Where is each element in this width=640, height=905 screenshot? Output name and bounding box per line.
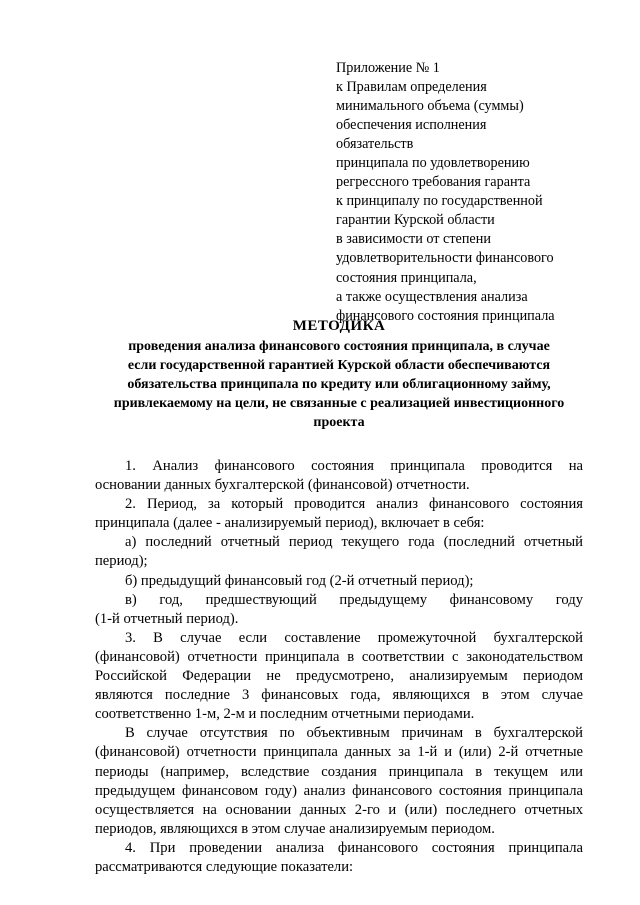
body-line: 2. Период, за который проводится анализ финансового состояния xyxy=(125,496,583,513)
appendix-line: гарантии Курской области xyxy=(336,212,495,229)
subtitle-line: проекта xyxy=(313,415,365,430)
body-line: В случае отсутствия по объективным причинам в бухгалтерской xyxy=(125,725,583,742)
appendix-line: Приложение № 1 xyxy=(336,60,440,76)
appendix-line: в зависимости от степени xyxy=(336,231,491,248)
subtitle-line: если государственной гарантией Курской области обеспечиваются xyxy=(127,358,551,373)
body-line: 1. Анализ финансового состояния принципала проводится на xyxy=(125,458,583,474)
body-line: а) последний отчетный период текущего года (последний отчетный xyxy=(125,534,583,551)
body-line: Российской Федерации не предусмотрено, анализируемым периодом xyxy=(95,668,583,685)
body-line: основании данных бухгалтерской (финансовой) отчетности. xyxy=(95,477,470,494)
appendix-line: к Правилам определения xyxy=(336,79,487,96)
body-line: принципала (далее - анализируемый период), включает в себя: xyxy=(95,515,485,532)
appendix-line: к принципалу по государственной xyxy=(336,193,543,210)
subtitle-line: обязательства принципала по кредиту или облигационному займу, xyxy=(127,377,551,392)
body-line: соответственно 1-м, 2-м и последним отчетными периодами. xyxy=(95,706,475,723)
appendix-line: минимального объема (суммы) xyxy=(336,98,524,115)
body-line: б) предыдущий финансовый год (2-й отчетный период); xyxy=(125,572,474,589)
body-line: период); xyxy=(95,553,148,570)
body-line: периодов, являющихся в этом случае анализируемым периодом. xyxy=(95,820,495,837)
appendix-line: принципала по удовлетворению xyxy=(336,155,530,172)
document-body xyxy=(95,457,583,877)
subtitle-line: проведения анализа финансового состояния принципала, в случае xyxy=(128,339,550,354)
appendix-line: удовлетворительности финансового xyxy=(336,250,554,267)
body-line: 3. В случае если составление промежуточной бухгалтерской xyxy=(125,629,583,646)
appendix-line: состояния принципала, xyxy=(336,269,477,286)
document-subtitle xyxy=(95,337,583,432)
appendix-header xyxy=(336,59,626,326)
appendix-line: регрессного требования гаранта xyxy=(336,174,531,191)
appendix-line: обязательств xyxy=(336,136,414,153)
body-line: являются последние 3 финансовых года, являющихся в этом случае xyxy=(95,687,583,704)
body-line: в) год, предшествующий предыдущему финансовому году xyxy=(125,591,583,608)
subtitle-line: привлекаемому на цели, не связанные с реализацией инвестиционного xyxy=(113,396,565,411)
document-title: МЕТОДИКА xyxy=(292,318,386,334)
appendix-line: обеспечения исполнения xyxy=(336,117,487,134)
body-line: рассматриваются следующие показатели: xyxy=(95,858,354,875)
body-line: (финансовой) отчетности принципала в соответствии с законодательством xyxy=(95,648,583,665)
body-line: (финансовой) отчетности принципала данных за 1-й и (или) 2-й отчетные xyxy=(95,744,583,761)
body-line: периоды (например, вследствие создания принципала в текущем или xyxy=(95,763,583,780)
body-line: 4. При проведении анализа финансового состояния принципала xyxy=(125,839,583,856)
body-line: осуществляется на основании данных 2-го и (или) последнего отчетных xyxy=(95,801,583,818)
body-line: (1-й отчетный период). xyxy=(95,610,239,627)
appendix-line: а также осуществления анализа xyxy=(336,288,528,305)
appendix-line: финансового состояния принципала xyxy=(336,307,555,324)
body-line: предыдущем финансовом году) анализ финансового состояния принципала xyxy=(95,782,583,799)
